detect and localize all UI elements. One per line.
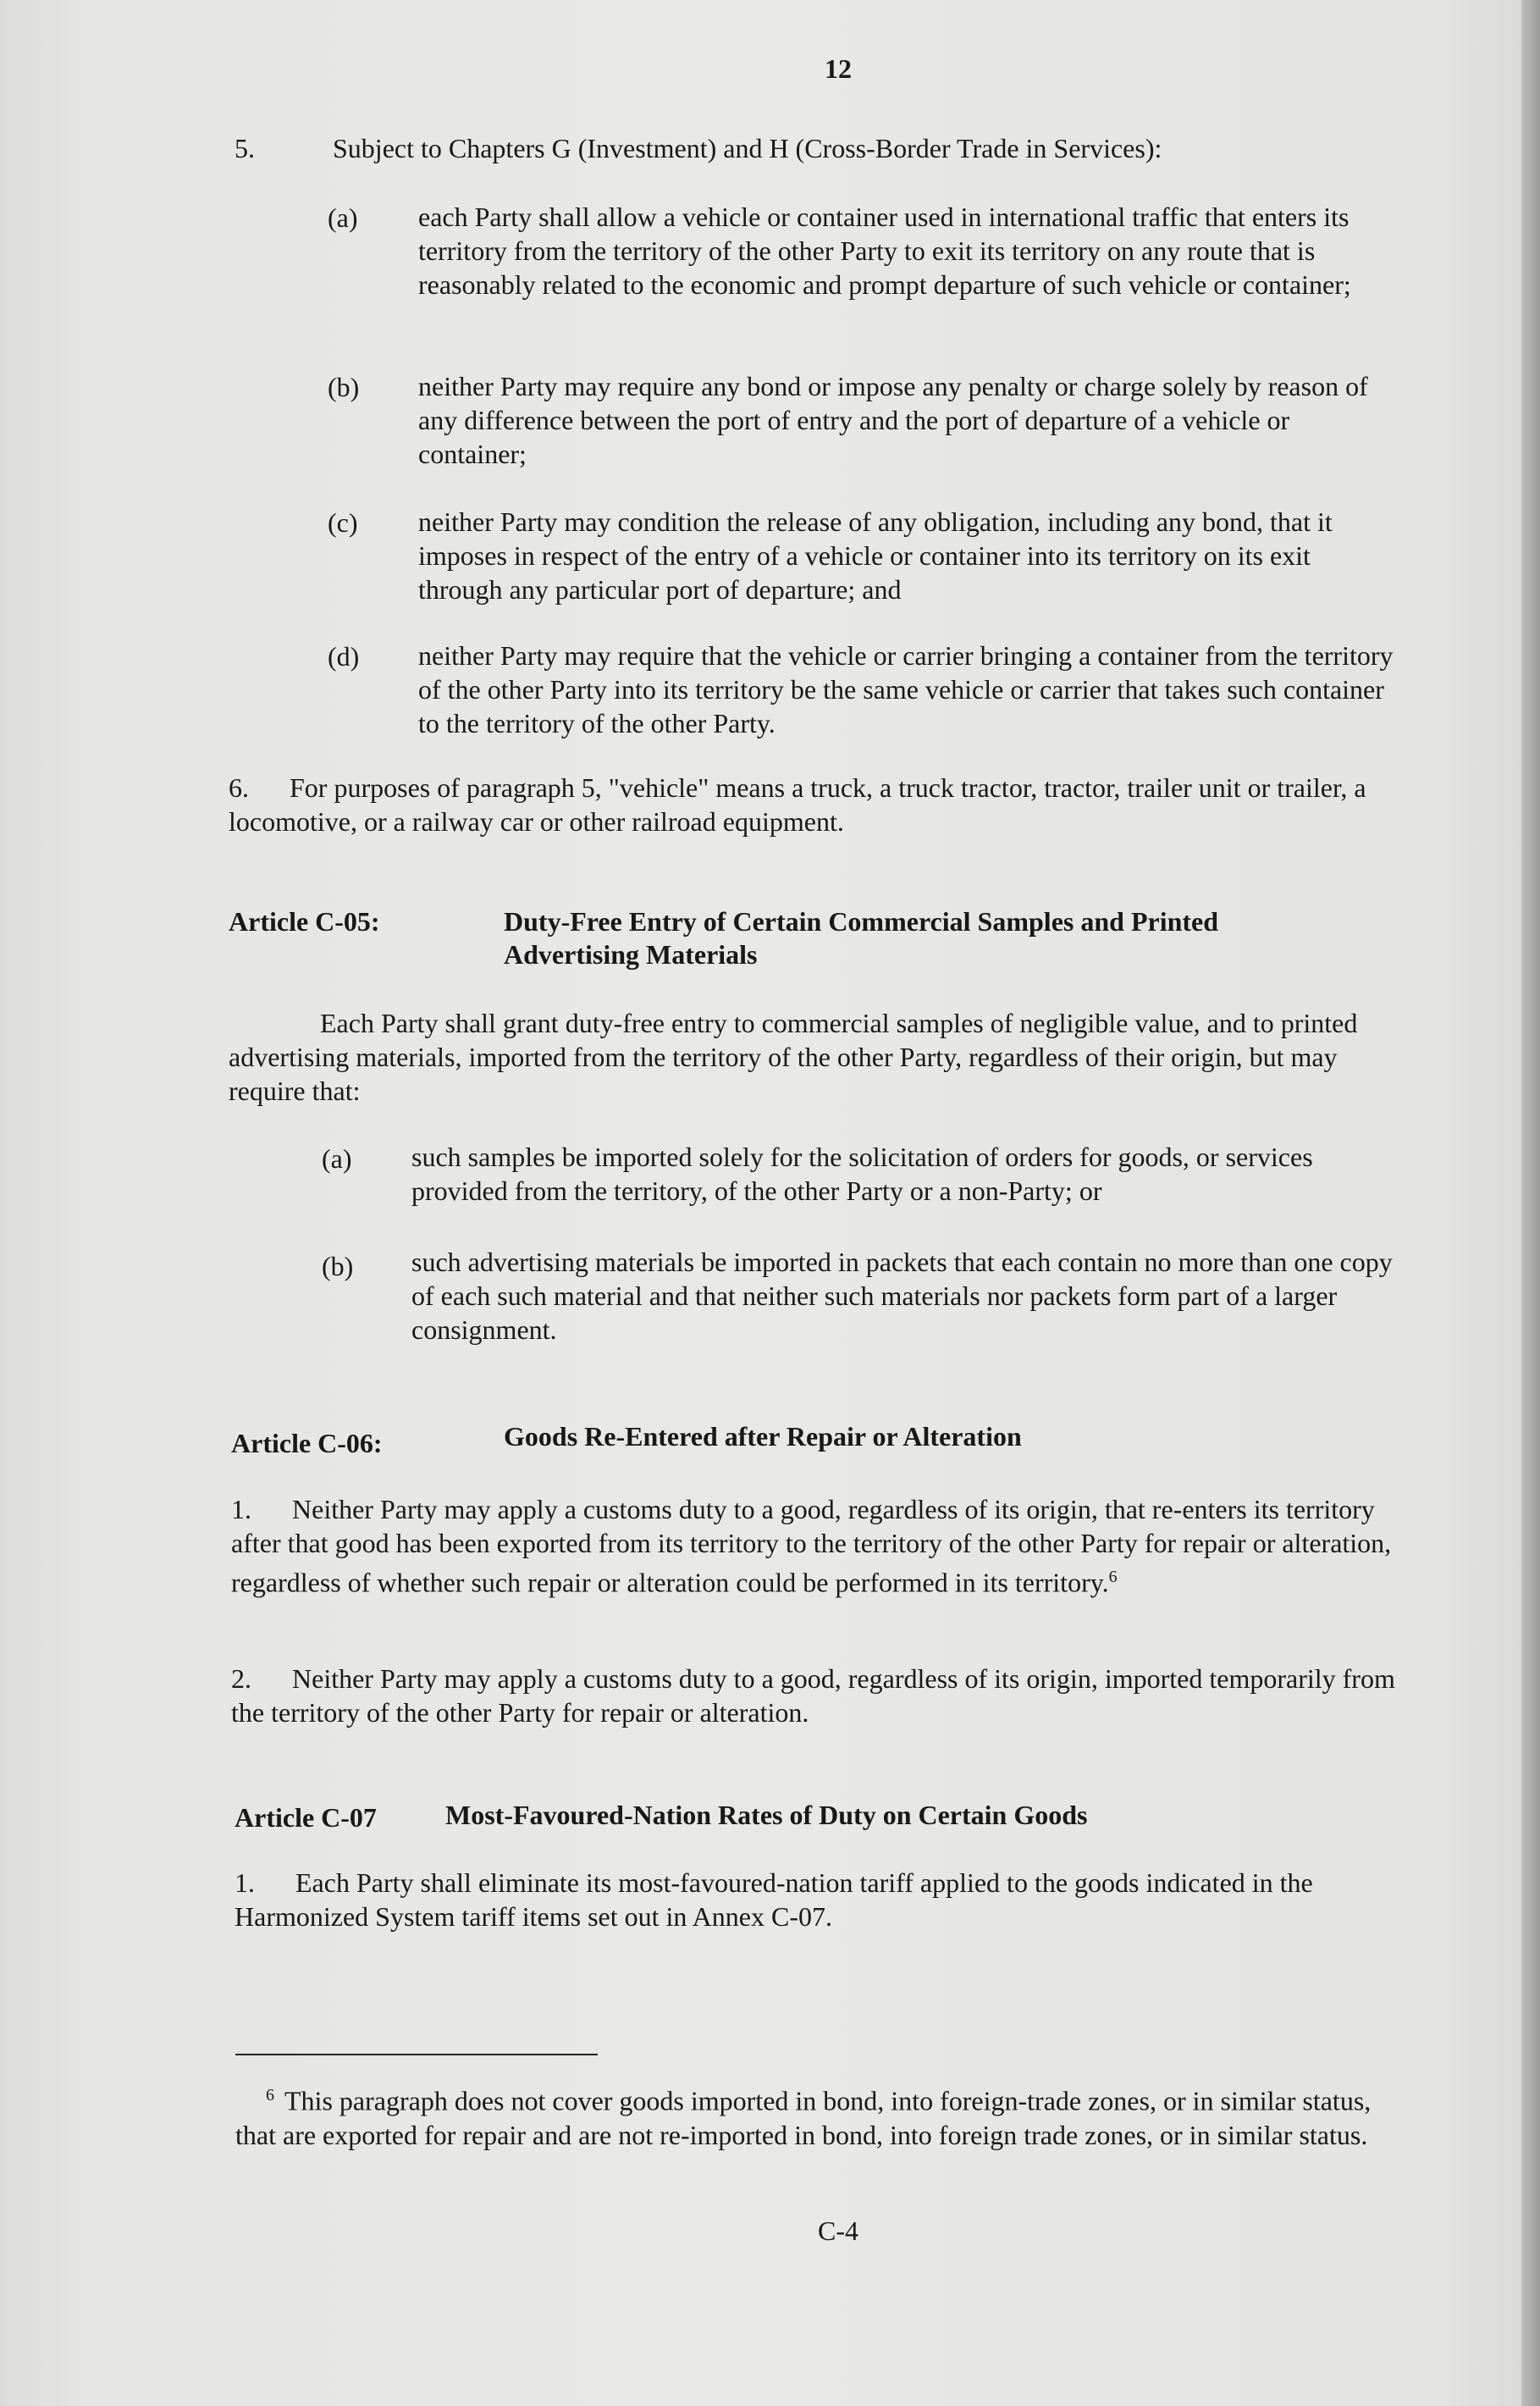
page-number: 12 [825,53,852,84]
article-c05-item-a-label: (a) [322,1143,352,1174]
footnote-6-text: This paragraph does not cover goods imported in bond, into foreign-trade zones, or in similar status, that are exported for repair and are not re-imported in bond, into foreign trade zones, or in similar status. [235,2085,1372,2150]
para5-item-b-text: neither Party may require any bond or impose any penalty or charge solely by reason of any difference between the port of entry and the port of departure of a vehicle or container; [418,371,1368,469]
article-c05-item-b-text: such advertising materials be imported in packets that each contain no more than one copy of each such material and that neither such materials nor packets form part of a larger consignment. [411,1247,1393,1345]
article-c05-item-b-label: (b) [322,1251,354,1281]
article-c05-title-line1: Duty-Free Entry of Certain Commercial Samples and Printed [504,906,1219,937]
para6-text: 6. For purposes of paragraph 5, "vehicle" means a truck, a truck tractor, tractor, trailer unit or trailer, a locomotive, or a railway car or other railroad equipment. [229,772,1373,837]
article-c06-label: Article C-06: [231,1428,383,1458]
page-edge-shadow [1521,0,1540,2406]
article-c06-para2: 2. Neither Party may apply a customs duty to a good, regardless of its origin, imported temporarily from the territory of the other Party for repair or alteration. [231,1663,1402,1728]
footer-page-number: C-4 [818,2215,858,2246]
para5-lead: Subject to Chapters G (Investment) and H (Cross-Border Trade in Services): [333,133,1162,163]
para5-item-b-label: (b) [328,372,360,402]
article-c07-label: Article C-07 [235,1802,377,1833]
footnote-separator [235,2054,598,2055]
article-c07-para1: 1. Each Party shall eliminate its most-favoured-nation tariff applied to the goods indicated in the Harmonized System tariff items set out in Annex C-07. [235,1867,1320,1932]
para5-item-a-text: each Party shall allow a vehicle or container used in international traffic that enters its territory from the territory of the other Party to exit its territory on any route that is reasonably related to the economic and prompt departure of such vehicle or container; [418,202,1351,300]
para5-item-d-label: (d) [328,641,360,672]
footnote-6 [235,2078,1412,2152]
footnote-6-mark: 6 [266,2086,274,2105]
article-c06-para1 [231,1492,1399,1600]
para5-item-c-text: neither Party may condition the release of any obligation, including any bond, that it imposes in respect of the entry of a vehicle or container into its territory on its exit through any particular port of departure; and [418,506,1333,605]
article-c05-item-a-text: such samples be imported solely for the solicitation of orders for goods, or services provided from the territory, of the other Party or a non-Party; or [411,1142,1313,1206]
footnote-ref-6: 6 [1108,1568,1118,1586]
para5-item-c-label: (c) [328,507,358,538]
article-c07-title: Most-Favoured-Nation Rates of Duty on Certain Goods [445,1800,1088,1830]
para5-item-a-label: (a) [328,202,358,233]
article-c05-label: Article C-05: [229,906,380,937]
para5-item-d-text: neither Party may require that the vehicle or carrier bringing a container from the territory of the other Party into its territory be the same vehicle or carrier that takes such container to the territory of the other Party. [418,640,1394,738]
para5-number: 5. [235,133,255,163]
article-c06-title: Goods Re-Entered after Repair or Alteration [504,1421,1022,1452]
article-c05-body: Each Party shall grant duty-free entry to commercial samples of negligible value, and to printed advertising materials, imported from the territory of the other Party, regardless of their origin, but may require that: [229,1008,1358,1106]
article-c06-para1-text: 1. Neither Party may apply a customs duty to a good, regardless of its origin, that re-enters its territory after that good has been exported from its territory to the territory of the other Party for repair or alteration, regardless of whether such repair or alteration could be performed in its territory. [231,1494,1399,1598]
article-c05-title-line2: Advertising Materials [504,939,758,970]
